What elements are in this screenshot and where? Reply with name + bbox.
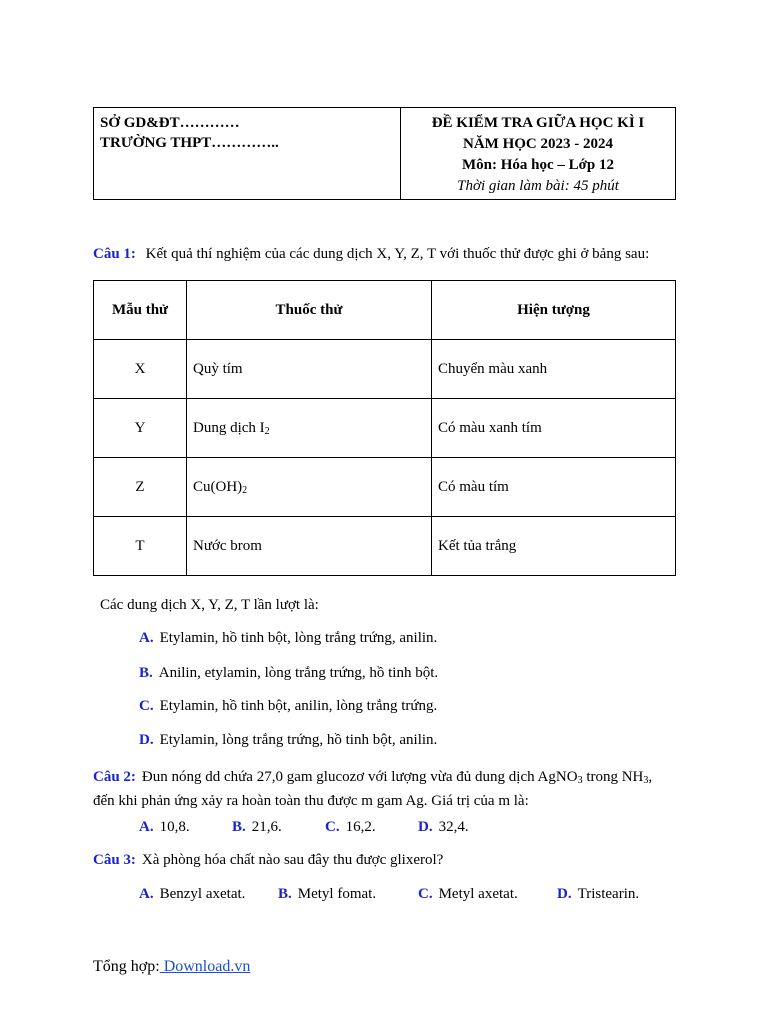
option-a[interactable] <box>139 630 437 647</box>
option-label: A. <box>139 819 154 835</box>
option-b[interactable] <box>232 819 282 836</box>
table-row <box>94 517 676 576</box>
question-2-text: Đun nóng dd chứa 27,0 gam glucozơ với lượng vừa đủ dung dịch AgNO <box>141 769 578 785</box>
table-row <box>94 399 676 458</box>
reagent-text: Nước brom <box>193 537 262 554</box>
reagent-text: Quỳ tím <box>193 360 243 377</box>
exam-info <box>401 108 675 199</box>
cell-sample: Y <box>94 399 187 458</box>
department-line: SỞ GD&ĐT………… <box>100 115 240 131</box>
footer <box>93 958 250 976</box>
question-2-text: trong NH <box>582 769 644 785</box>
option-c[interactable] <box>139 698 437 715</box>
option-d[interactable] <box>139 732 437 749</box>
cell-result: Có màu xanh tím <box>432 399 676 458</box>
experiment-table <box>93 280 676 576</box>
question-3-stem <box>93 852 443 869</box>
option-text: 16,2. <box>345 819 376 835</box>
option-label: A. <box>139 630 154 646</box>
option-label: D. <box>418 819 433 835</box>
option-text: Etylamin, lòng trắng trứng, hồ tinh bột, anilin. <box>159 732 438 748</box>
cell-reagent <box>187 340 432 399</box>
download-link[interactable]: Download.vn <box>159 958 251 975</box>
question-1-label: Câu 1: <box>93 246 136 262</box>
option-a[interactable] <box>139 886 245 903</box>
question-3-text: Xà phòng hóa chất nào sau đây thu được glixerol? <box>141 852 444 868</box>
option-label: C. <box>325 819 340 835</box>
question-2-text: , <box>648 769 653 785</box>
subject-line: Môn: Hóa học – Lớp 12 <box>461 157 615 173</box>
cell-sample: X <box>94 340 187 399</box>
cell-sample: Z <box>94 458 187 517</box>
question-2-label: Câu 2: <box>93 769 136 785</box>
school-year: NĂM HỌC 2023 - 2024 <box>463 136 613 152</box>
reagent-text: Cu(OH) <box>193 478 243 495</box>
option-text: Anilin, etylamin, lòng trắng trứng, hồ tinh bột. <box>158 665 439 681</box>
option-text: Etylamin, hồ tinh bột, anilin, lòng trắng trứng. <box>159 698 438 714</box>
subscript: 3 <box>577 775 583 786</box>
col-header-sample: Mẫu thử <box>94 281 187 340</box>
option-d[interactable] <box>418 819 469 836</box>
time-limit: Thời gian làm bài: 45 phút <box>457 178 619 194</box>
table-row <box>94 458 676 517</box>
question-1-text: Kết quả thí nghiệm của các dung dịch X, Y, Z, T với thuốc thử được ghi ở bảng sau: <box>145 246 650 262</box>
exam-title: ĐỀ KIỂM TRA GIỮA HỌC KÌ I <box>431 115 645 131</box>
option-text: Tristearin. <box>577 886 640 902</box>
cell-sample: T <box>94 517 187 576</box>
question-1-prompt: Các dung dịch X, Y, Z, T lần lượt là: <box>100 597 319 613</box>
subscript: 3 <box>643 775 649 786</box>
cell-result: Kết tủa trắng <box>432 517 676 576</box>
option-label: D. <box>139 732 154 748</box>
table-header-row <box>94 281 676 340</box>
option-label: C. <box>139 698 154 714</box>
option-b[interactable] <box>139 665 438 682</box>
option-label: B. <box>139 665 153 681</box>
option-text: 10,8. <box>159 819 190 835</box>
reagent-subscript: 2 <box>264 425 270 437</box>
option-label: A. <box>139 886 154 902</box>
col-header-result: Hiện tượng <box>432 281 676 340</box>
option-c[interactable] <box>325 819 376 836</box>
cell-reagent <box>187 458 432 517</box>
cell-result: Có màu tím <box>432 458 676 517</box>
option-text: Metyl axetat. <box>438 886 518 902</box>
option-text: Etylamin, hồ tinh bột, lòng trắng trứng, anilin. <box>159 630 438 646</box>
question-1-stem <box>93 246 649 263</box>
cell-result: Chuyển màu xanh <box>432 340 676 399</box>
option-b[interactable] <box>278 886 376 903</box>
option-label: C. <box>418 886 433 902</box>
question-3-label: Câu 3: <box>93 852 136 868</box>
option-text: 21,6. <box>251 819 282 835</box>
option-label: D. <box>557 886 572 902</box>
option-label: B. <box>232 819 246 835</box>
reagent-subscript: 2 <box>242 484 248 496</box>
footer-prefix: Tổng hợp: <box>93 958 160 975</box>
reagent-text: Dung dịch I <box>193 419 265 436</box>
question-2-stem <box>93 767 683 811</box>
option-d[interactable] <box>557 886 639 903</box>
table-row <box>94 340 676 399</box>
col-header-reagent: Thuốc thử <box>187 281 432 340</box>
option-text: Metyl fomat. <box>297 886 377 902</box>
school-line: TRƯỜNG THPT………….. <box>100 135 279 151</box>
option-c[interactable] <box>418 886 518 903</box>
question-2-text-line2: đến khi phản ứng xảy ra hoàn toàn thu được m gam Ag. Giá trị của m là: <box>93 793 529 809</box>
cell-reagent <box>187 517 432 576</box>
option-label: B. <box>278 886 292 902</box>
option-text: 32,4. <box>438 819 469 835</box>
school-info <box>94 108 401 199</box>
option-a[interactable] <box>139 819 190 836</box>
cell-reagent <box>187 399 432 458</box>
option-text: Benzyl axetat. <box>159 886 246 902</box>
exam-header <box>93 107 676 200</box>
